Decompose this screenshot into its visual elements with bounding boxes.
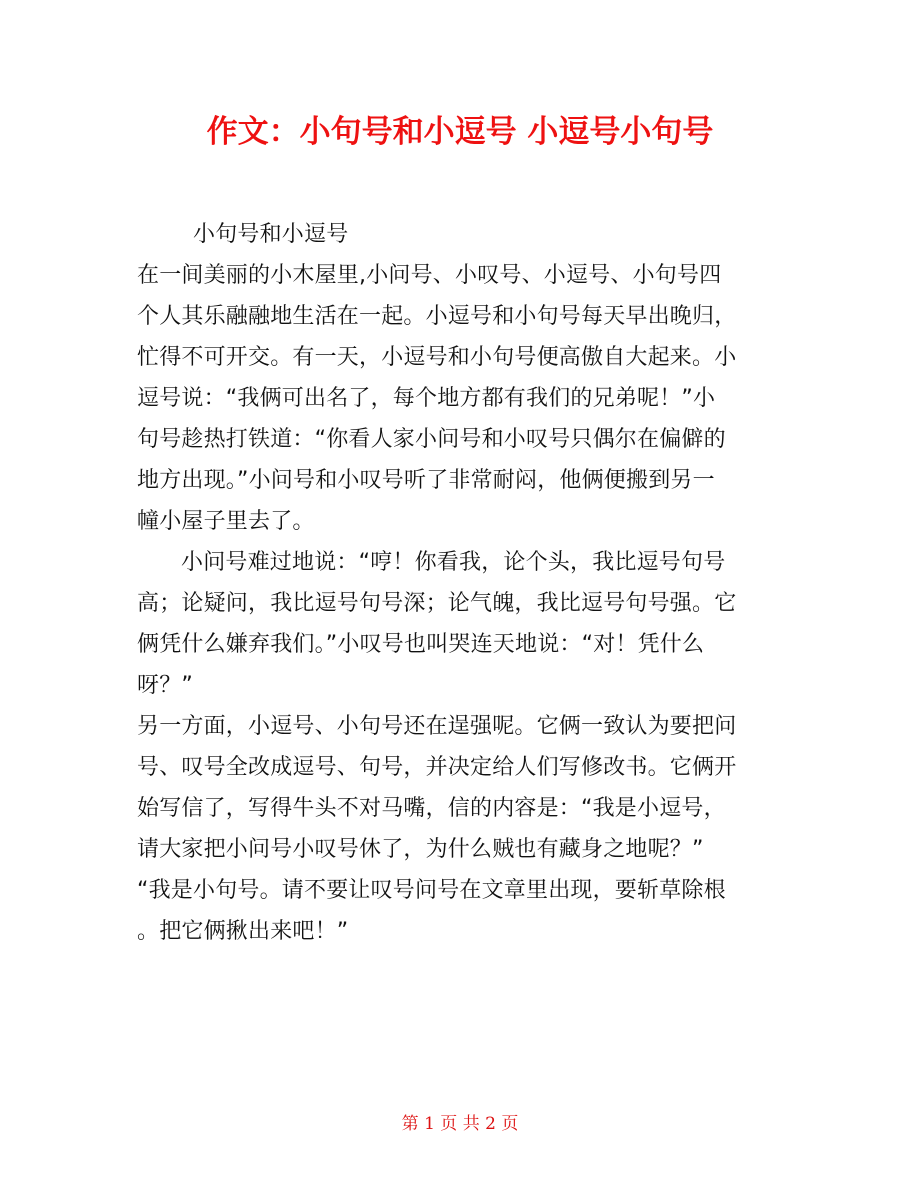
body-line: 在一间美丽的小木屋里,小问号、小叹号、小逗号、小句号四: [137, 263, 722, 288]
body-line: 个人其乐融融地生活在一起。小逗号和小句号每天早出晚归，: [137, 304, 737, 329]
body-line: 始写信了，写得牛头不对马嘴，信的内容是：“我是小逗号，: [137, 796, 726, 821]
body-line: 呀？”: [137, 673, 193, 698]
body-line: 小问号难过地说：“哼！你看我，论个头，我比逗号句号: [181, 550, 726, 575]
body-line: 逗号说：“我俩可出名了，每个地方都有我们的兄弟呢！”小: [137, 386, 716, 411]
document-title: 作文：小句号和小逗号 小逗号小句号: [206, 114, 714, 150]
document-subtitle: 小句号和小逗号: [193, 222, 349, 247]
body-line: 高；论疑问，我比逗号句号深；论气魄，我比逗号句号强。它: [137, 591, 737, 616]
body-line: 地方出现。”小问号和小叹号听了非常耐闷，他俩便搬到另一: [137, 468, 715, 493]
body-line: 。把它俩揪出来吧！”: [137, 919, 349, 944]
body-line: 句号趁热打铁道：“你看人家小问号和小叹号只偶尔在偏僻的: [137, 427, 726, 452]
body-line: “我是小句号。请不要让叹号问号在文章里出现，要斩草除根: [137, 878, 726, 903]
page-footer: 第 1 页 共 2 页: [401, 1114, 519, 1134]
body-line: 请大家把小问号小叹号休了，为什么贼也有藏身之地呢？”: [137, 837, 704, 862]
body-line: 幢小屋子里去了。: [137, 509, 315, 534]
body-line: 忙得不可开交。有一天，小逗号和小句号便高傲自大起来。小: [137, 345, 737, 370]
body-line: 另一方面，小逗号、小句号还在逞强呢。它俩一致认为要把问: [137, 714, 737, 739]
body-line: 俩凭什么嫌弃我们。”小叹号也叫哭连天地说：“对！凭什么: [137, 632, 705, 657]
body-line: 号、叹号全改成逗号、句号，并决定给人们写修改书。它俩开: [137, 755, 737, 780]
document-body: [137, 214, 787, 952]
